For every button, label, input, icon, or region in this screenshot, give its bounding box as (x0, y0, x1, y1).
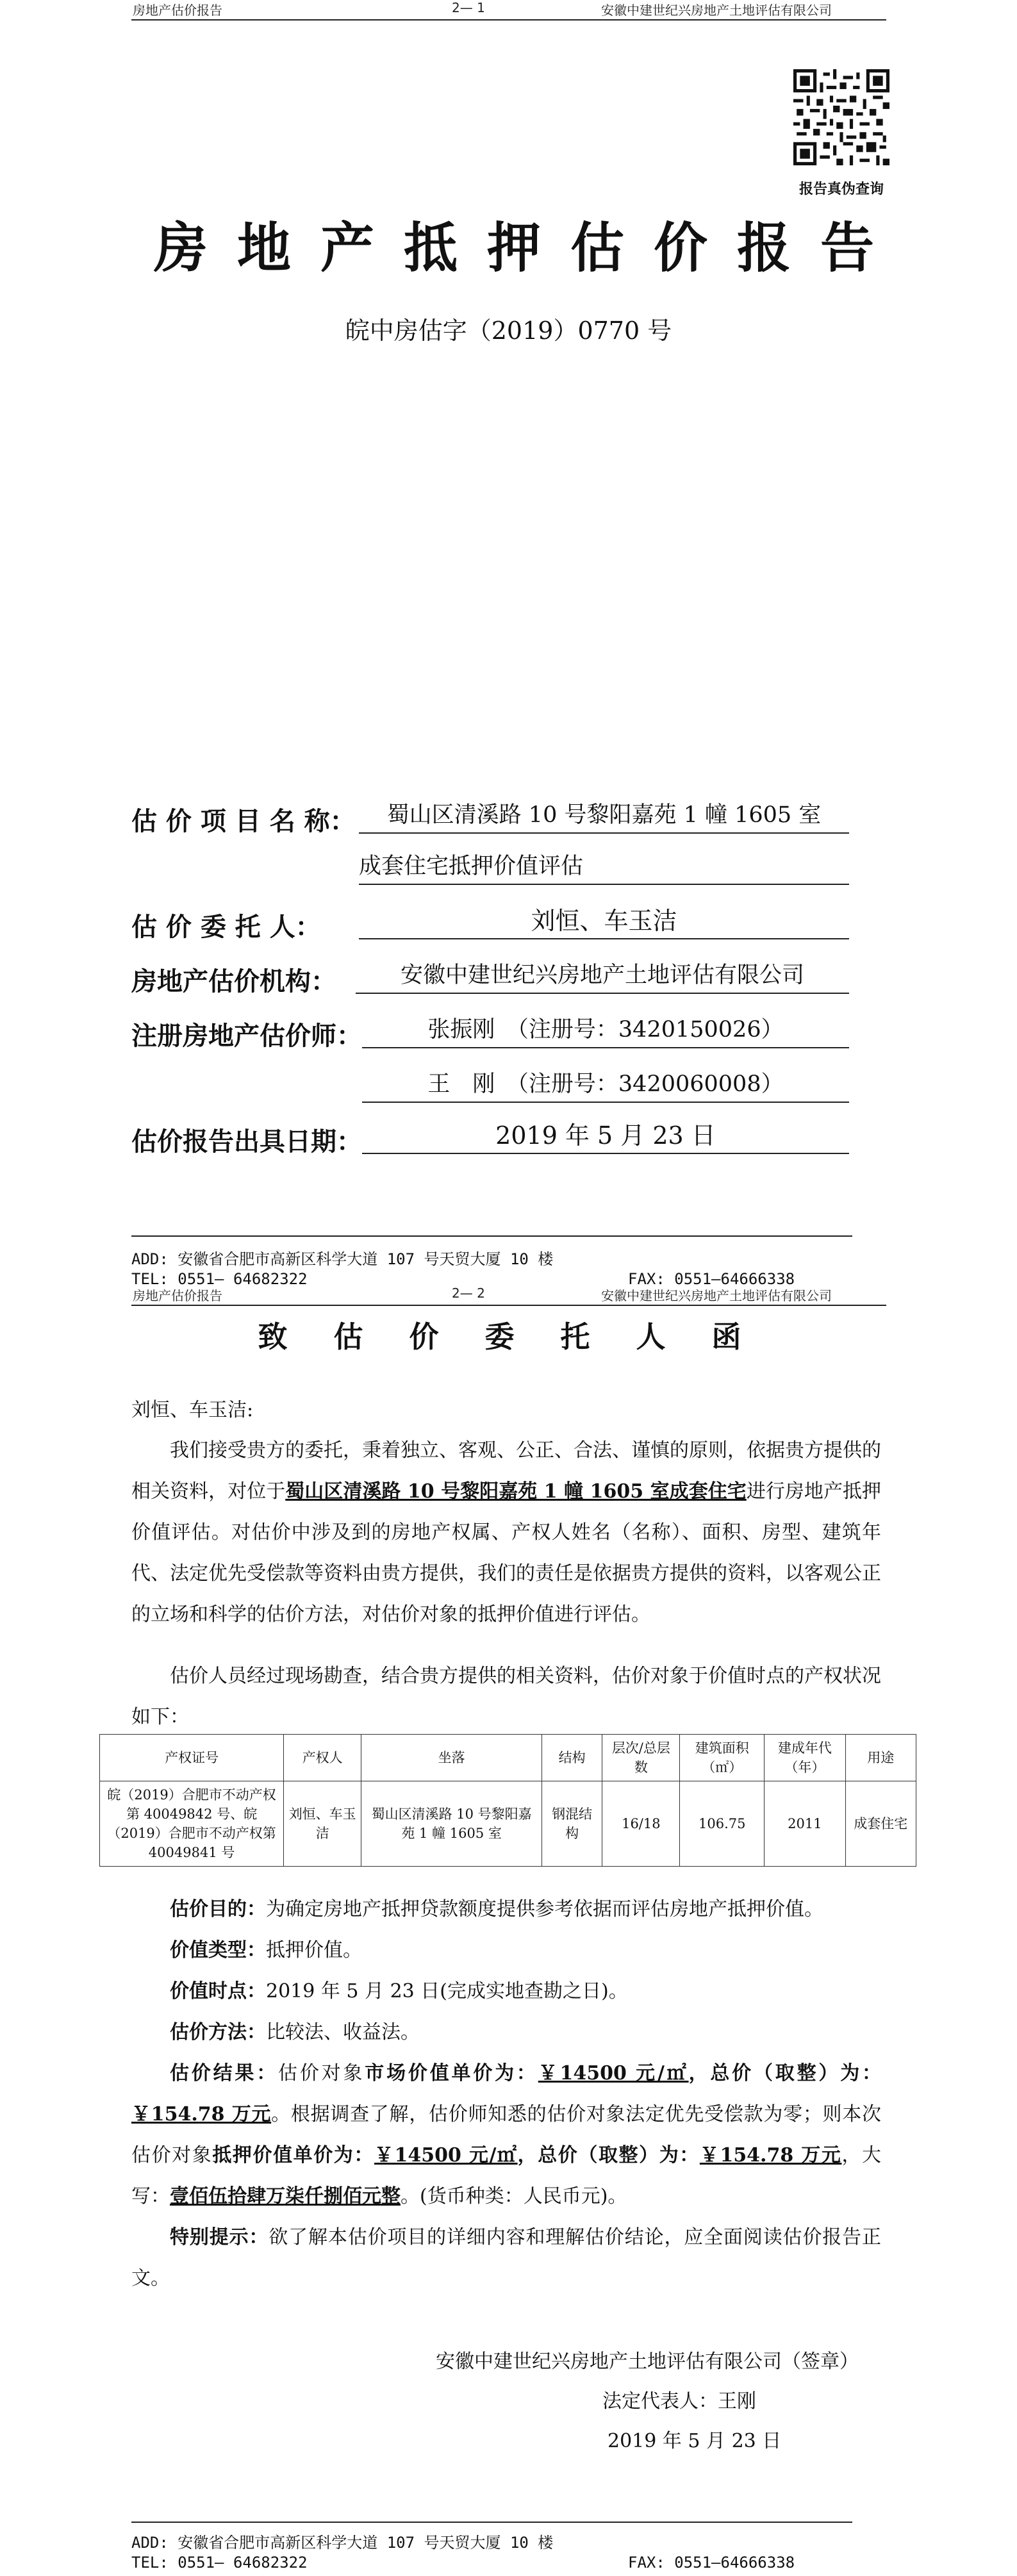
table-cell: 钢混结构 (542, 1781, 602, 1867)
table-cell: 蜀山区清溪路 10 号黎阳嘉苑 1 幢 1605 室 (361, 1781, 542, 1867)
table-cell: 16/18 (602, 1781, 680, 1867)
table-row (100, 1781, 916, 1867)
table-cell: 刘恒、车玉洁 (284, 1781, 361, 1867)
table-header: 结构 (542, 1735, 602, 1781)
appraiser-value-1: 张振刚 （注册号：3420150026） (362, 1012, 849, 1048)
qr-caption: 报告真伪查询 (798, 181, 884, 197)
paragraph-1: 我们接受贵方的委托，秉着独立、客观、公正、合法、谨慎的原则，依据贵方提供的相关资料，对位于蜀山区清溪路 10 号黎阳嘉苑 1 幢 1605 室成套住宅进行房地产抵押价值评估。对估价中涉及到的房地产权属、产权人姓名（名称）、面积、房型、建筑年代、法定优先受偿款等资料由贵方提供，我们的责任是依据贵方提供的资料，以客观公正的立场和科学的估价方法，对估价对象的抵押价值进行评估。 (131, 1439, 882, 1626)
qr-code-icon (793, 69, 889, 165)
table-header: 层次/总层数 (602, 1735, 680, 1781)
legal-representative: 法定代表人：王刚 (602, 2390, 756, 2413)
table-cell: 成套住宅 (845, 1781, 916, 1867)
signature-date: 2019 年 5 月 23 日 (608, 2430, 782, 2452)
header-right-2: 安徽中建世纪兴房地产土地评估有限公司 (601, 1288, 832, 1303)
property-table (99, 1734, 916, 1867)
footer-fax: FAX: 0551—64666338 (628, 1270, 795, 1288)
purpose-item: 估价目的：为确定房地产抵押贷款额度提供参考依据而评估房地产抵押价值。 (170, 1898, 823, 1920)
table-cell: 2011 (765, 1781, 845, 1867)
table-header-row (100, 1735, 916, 1781)
signature-company: 安徽中建世纪兴房地产土地评估有限公司（签章） (436, 2350, 859, 2373)
project-name-label: 估 价 项 目 名 称： (131, 807, 356, 836)
table-header: 用途 (845, 1735, 916, 1781)
value-date-item: 价值时点：2019 年 5 月 23 日(完成实地查勘之日)。 (170, 1980, 628, 2002)
header-left: 房地产估价报告 (133, 3, 222, 18)
footer-rule-2 (131, 2522, 852, 2523)
header-rule (131, 19, 886, 21)
footer-rule (131, 1235, 852, 1237)
method-item: 估价方法：比较法、收益法。 (170, 2021, 420, 2043)
value-type-item: 价值类型：抵押价值。 (170, 1939, 362, 1961)
header-page: 2— 1 (452, 0, 485, 15)
appraiser-value-2: 王 刚 （注册号：3420060008） (362, 1067, 849, 1103)
client-label: 估 价 委 托 人： (131, 912, 321, 942)
issue-date-label: 估价报告出具日期： (131, 1127, 362, 1157)
footer-fax-2: FAX: 0551—64666338 (628, 2554, 795, 2572)
footer-tel: TEL: 0551— 64682322 (131, 1270, 308, 1288)
document-number: 皖中房估字（2019）0770 号 (345, 317, 672, 345)
project-name-value-line2: 成套住宅抵押价值评估 (359, 849, 849, 885)
report-title: 房地产抵押估价报告 (154, 216, 904, 279)
result-paragraph: 估价结果：估价对象市场价值单价为：￥14500 元/㎡，总价（取整）为：￥154.78 万元。根据调查了解，估价师知悉的估价对象法定优先受偿款为零；则本次估价对象抵押价值单价为：￥14500 元/㎡，总价（取整）为：￥154.78 万元，大写：壹佰伍拾肆万柒仟捌佰元整。(货币种类：人民币元)。 (131, 2062, 882, 2208)
agency-label: 房地产估价机构： (131, 967, 336, 996)
table-header: 坐落 (361, 1735, 542, 1781)
client-value: 刘恒、车玉洁 (359, 904, 849, 939)
paragraph-2: 估价人员经过现场勘查，结合贵方提供的相关资料，估价对象于价值时点的产权状况如下： (131, 1665, 881, 1728)
table-header: 建成年代（年） (765, 1735, 845, 1781)
header-rule-2 (131, 1305, 886, 1306)
table-header: 产权人 (284, 1735, 361, 1781)
agency-value: 安徽中建世纪兴房地产土地评估有限公司 (356, 958, 849, 994)
footer-address: ADD: 安徽省合肥市高新区科学大道 107 号天贸大厦 10 楼 (131, 1250, 554, 1268)
footer-tel-2: TEL: 0551— 64682322 (131, 2554, 308, 2572)
header-left-2: 房地产估价报告 (133, 1288, 222, 1303)
table-header: 产权证号 (100, 1735, 284, 1781)
project-name-value: 蜀山区清溪路 10 号黎阳嘉苑 1 幢 1605 室 (359, 798, 849, 834)
header-right: 安徽中建世纪兴房地产土地评估有限公司 (601, 3, 832, 18)
header-page-2: 2— 2 (452, 1285, 485, 1301)
table-header: 建筑面积（㎡） (680, 1735, 765, 1781)
table-cell: 106.75 (680, 1781, 765, 1867)
letter-title: 致 估 价 委 托 人 函 (258, 1319, 759, 1354)
special-note: 特别提示：欲了解本估价项目的详细内容和理解估价结论，应全面阅读估价报告正文。 (131, 2226, 882, 2290)
salutation: 刘恒、车玉洁: (131, 1399, 254, 1421)
table-cell: 皖（2019）合肥市不动产权第 40049842 号、皖（2019）合肥市不动产权第 40049841 号 (100, 1781, 284, 1867)
appraiser-label: 注册房地产估价师： (131, 1021, 362, 1051)
issue-date-value: 2019 年 5 月 23 日 (362, 1118, 849, 1154)
footer-address-2: ADD: 安徽省合肥市高新区科学大道 107 号天贸大厦 10 楼 (131, 2534, 554, 2552)
